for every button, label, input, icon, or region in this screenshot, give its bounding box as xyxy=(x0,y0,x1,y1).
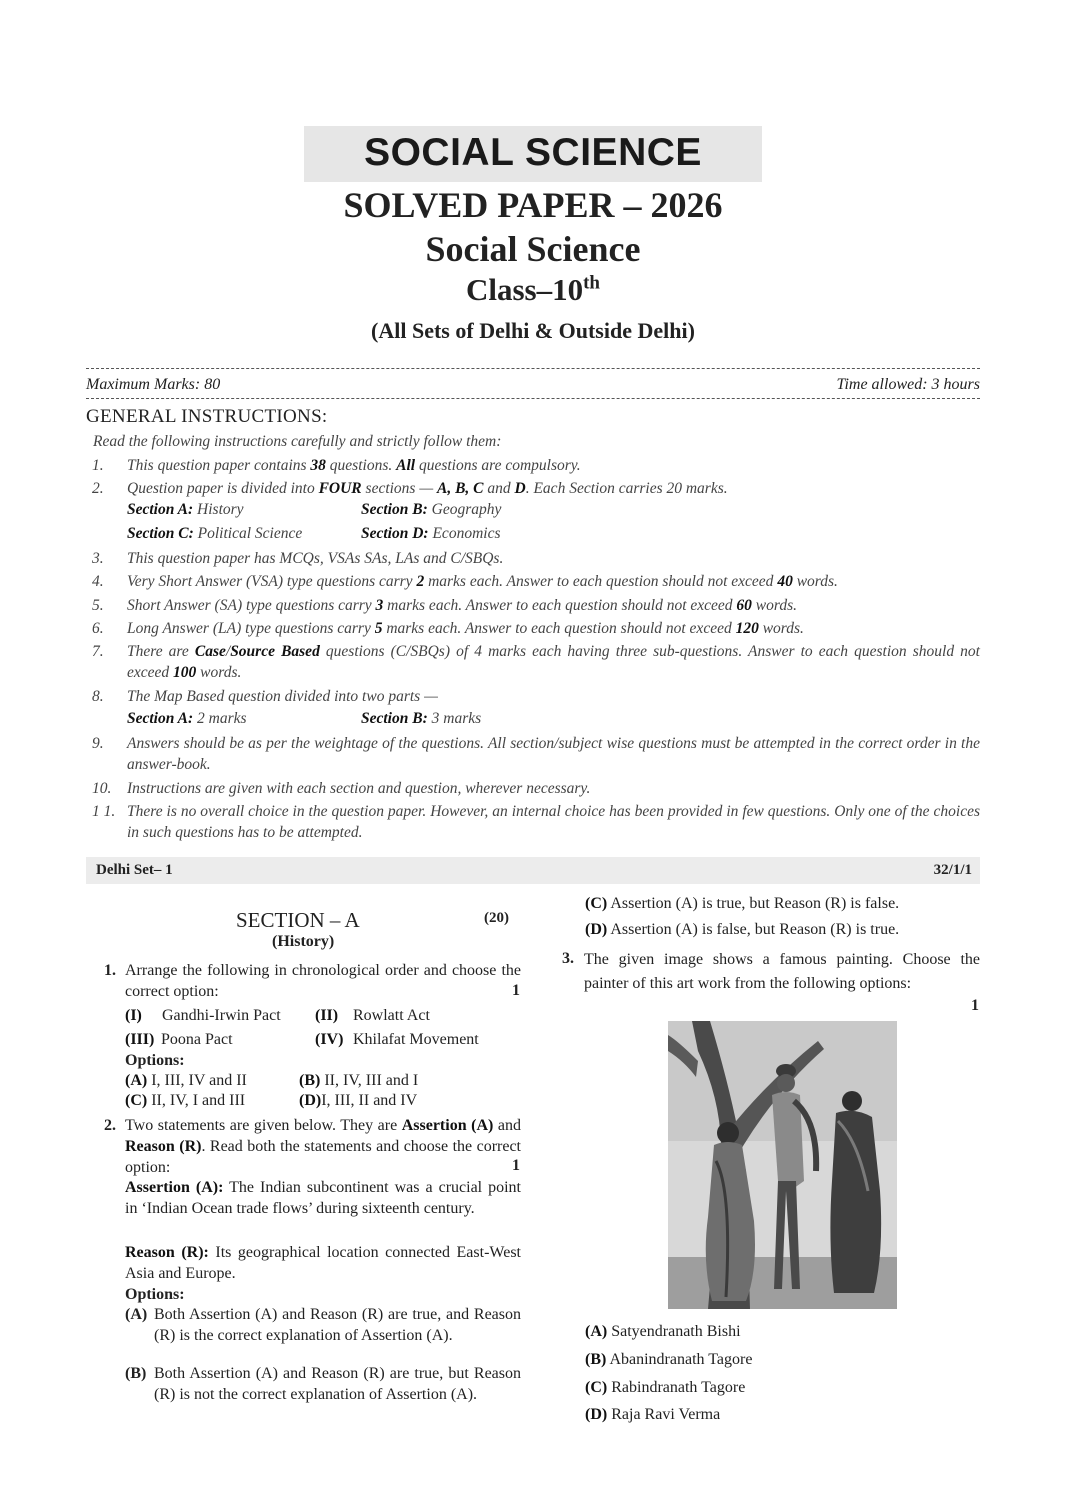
q1-option-c: (C) II, IV, I and III xyxy=(125,1092,246,1109)
set-code: 32/1/1 xyxy=(933,862,972,878)
q1-option-d: (D)I, III, II and IV xyxy=(299,1092,418,1109)
intro-text: Read the following instructions carefully and strictly follow them: xyxy=(93,433,502,450)
q3-mark: 1 xyxy=(971,997,979,1014)
q2-reason: Reason (R): Its geographical location connected East-West Asia and Europe. xyxy=(125,1244,521,1282)
section-d-label: Section D: Economics xyxy=(361,525,501,542)
q3-number: 3. xyxy=(562,950,574,967)
max-marks: Maximum Marks: 80 xyxy=(86,376,221,393)
q3-text: The given image shows a famous painting. Choose the painter of this art work from the following options: xyxy=(584,951,980,992)
section-b-label: Section B: Geography xyxy=(361,501,502,518)
map-part-a: Section A: 2 marks xyxy=(127,710,247,727)
subject-title: Social Science xyxy=(425,229,641,269)
q2-option-d: (D) Assertion (A) is false, but Reason (R) is true. xyxy=(585,921,900,938)
q2-options-label: Options: xyxy=(125,1286,185,1303)
q3-option-c: (C) Rabindranath Tagore xyxy=(585,1379,746,1396)
set-name: Delhi Set– 1 xyxy=(96,862,173,878)
set-bar xyxy=(86,857,980,884)
item-number: 1. xyxy=(92,457,104,474)
item-number: 10. xyxy=(92,780,112,797)
item-number: 7. xyxy=(92,643,104,660)
divider-top xyxy=(86,368,980,369)
item-text: The Map Based question divided into two parts — xyxy=(127,688,438,705)
q2-option-b-text: Both Assertion (A) and Reason (R) are true, but Reason (R) is not the correct explanation of Assertion (A). xyxy=(154,1365,521,1403)
q1-item: (II) Rowlatt Act xyxy=(315,1007,430,1024)
item-number: 9. xyxy=(92,735,104,752)
q1-item: (III) Poona Pact xyxy=(125,1031,233,1048)
section-c-label: Section C: Political Science xyxy=(127,525,303,542)
q2-number: 2. xyxy=(104,1117,116,1134)
item-number: 1 1. xyxy=(92,803,116,820)
q2-assertion: Assertion (A): The Indian subcontinent was a crucial point in ‘Indian Ocean trade flows’ during sixteenth century. xyxy=(125,1179,522,1217)
q3-option-b: (B) Abanindranath Tagore xyxy=(585,1351,753,1368)
section-subtitle: (History) xyxy=(272,933,335,950)
section-marks: (20) xyxy=(484,910,509,926)
q1-item: (I) Gandhi-Irwin Pact xyxy=(125,1007,281,1024)
map-part-b: Section B: 3 marks xyxy=(361,710,482,727)
q1-number: 1. xyxy=(104,962,116,979)
item-text: This question paper has MCQs, VSAs SAs, LAs and C/SBQs. xyxy=(127,550,504,567)
class-text: Class–10 xyxy=(465,272,584,307)
item-number: 5. xyxy=(92,597,104,614)
item-number: 8. xyxy=(92,688,104,705)
divider-bottom xyxy=(86,398,980,399)
paper-title: SOLVED PAPER – 2026 xyxy=(343,185,723,225)
q1-option-a: (A) I, III, IV and II xyxy=(125,1072,247,1089)
section-title: SECTION – A xyxy=(236,908,360,932)
item-number: 2. xyxy=(92,480,104,497)
item-text: Instructions are given with each section and question, wherever necessary. xyxy=(127,780,591,797)
painting-illustration xyxy=(668,1021,897,1309)
q3-option-d: (D) Raja Ravi Verma xyxy=(585,1406,721,1423)
item-number: 3. xyxy=(92,550,104,567)
section-a-label: Section A: History xyxy=(127,501,244,518)
item-number: 6. xyxy=(92,620,104,637)
page: SOCIAL SCIENCE SOLVED PAPER – 2026 Social Science Class–10th (All Sets of Delhi & Outside Delhi) Maximum Marks: 80 Time allowed: 3 hours GENERAL INSTRUCTIONS: Read the following instructions carefully and strictly follow them: 1. This question paper contains 38 questions. All questions are compulsory. 2. Question paper is divided into FOUR sections — A, B, C and D. Each Section carries 20 marks. Section A: History Section B: Geography Section C: Political Science Section D: Economics 3. This question paper has MCQs, VSAs SAs, LAs and C/SBQs. 4. Very Short Answer (VSA) type questions carry 2 marks each. Answer to each question should not exceed 40 words. 5. Short Answer (SA) type questions carry 3 marks each. Answer to each question should not exceed 60 words. 6. Long Answer (LA) type questions carry 5 marks each. Answer to each question should not exceed 120 words. 7. There are Case/Source Based questions (C/SBQs) of 4 marks each having three sub-questions. Answer to each question should not exceed 100 words. 8. The Map Based question divided into two parts — Section A: 2 marks Section B: 3 marks 9. Answers should be as per the weightage of the questions. All section/subject wise questions must be attempted in the correct order in the answer-book. 10. Instructions are given with each section and question, wherever necessary. 1 1. There is no overall choice in the question paper. However, an internal choice has been provided in few questions. Only one of the choices in such questions has to be attempted. Delhi Set– 1 32/1/1 SECTION – A (20) (History) 1. Arrange the following in chronological order and choose the correct option: 1 (I) Gandhi-Irwin Pact (II) Rowlatt Act (III) Poona Pact (IV) Khilafat Movement Options: (A) I, III, IV and II (B) II, IV, III and I (C) II, IV, I and III (D)I, III, II and IV 2. Two statements are given below. They are Assertion (A) and Reason (R). Read both the statements and choose the correct option: 1 Assertion (A): The Indian subcontinent was a crucial point in ‘Indian Ocean trade flows’ during sixteenth century. Reason (R): Its geographical location connected East-West Asia and Europe. Options: (A) Both Assertion (A) and Reason (R) are true, and Reason (R) is the correct explanation of Assertion (A). (B) Both Assertion (A) and Reason (R) are true, but Reason (R) is not the correct explanation of Assertion (A). (C) Assertion (A) is true, but Reason (R) is false. (D) Assertion (A) is false, but Reason (R) is true. 3. The given image shows a famous painting. Choose the painter of this art work from the following options: 1 (A) Satyendranath Bishi (B) Abanindranath Tagore (C) Rabindranath Tagore (D) Raja Ravi Verma xyxy=(0,0,1066,1500)
item-text: There is no overall choice in the question paper. However, an internal choice has been provided in few questions. Only one of the choices in such questions has to be attempted. xyxy=(127,803,980,841)
q1-options-label: Options: xyxy=(125,1052,185,1069)
q2-intro: Two statements are given below. They are Assertion (A) and Reason (R). Read both the statements and choose the correct option: xyxy=(125,1117,521,1176)
q1-item: (IV) Khilafat Movement xyxy=(315,1031,479,1048)
sets-subtitle: (All Sets of Delhi & Outside Delhi) xyxy=(371,318,695,343)
q2-option-c: (C) Assertion (A) is true, but Reason (R) is false. xyxy=(585,895,900,912)
q2-option-b-label: (B) xyxy=(125,1365,147,1382)
q2-option-a-text: Both Assertion (A) and Reason (R) are true, and Reason (R) is the correct explanation of Assertion (A). xyxy=(154,1306,521,1344)
q1-mark: 1 xyxy=(512,982,520,999)
painting-image xyxy=(668,1021,897,1309)
q2-mark: 1 xyxy=(512,1157,520,1174)
class-title xyxy=(0,272,1066,308)
q3-option-a: (A) Satyendranath Bishi xyxy=(585,1323,741,1340)
time-allowed: Time allowed: 3 hours xyxy=(836,376,980,393)
brand-title: SOCIAL SCIENCE xyxy=(364,131,702,174)
class-sup: th xyxy=(583,272,601,294)
q1-text: Arrange the following in chronological order and choose the correct option: xyxy=(125,962,521,1000)
item-text: Answers should be as per the weightage of the questions. All section/subject wise questions must be attempted in the correct order in the answer-book. xyxy=(127,735,980,773)
item-number: 4. xyxy=(92,573,104,590)
instructions-heading: GENERAL INSTRUCTIONS: xyxy=(86,406,328,427)
q1-option-b: (B) II, IV, III and I xyxy=(299,1072,419,1089)
q2-option-a-label: (A) xyxy=(125,1306,148,1323)
